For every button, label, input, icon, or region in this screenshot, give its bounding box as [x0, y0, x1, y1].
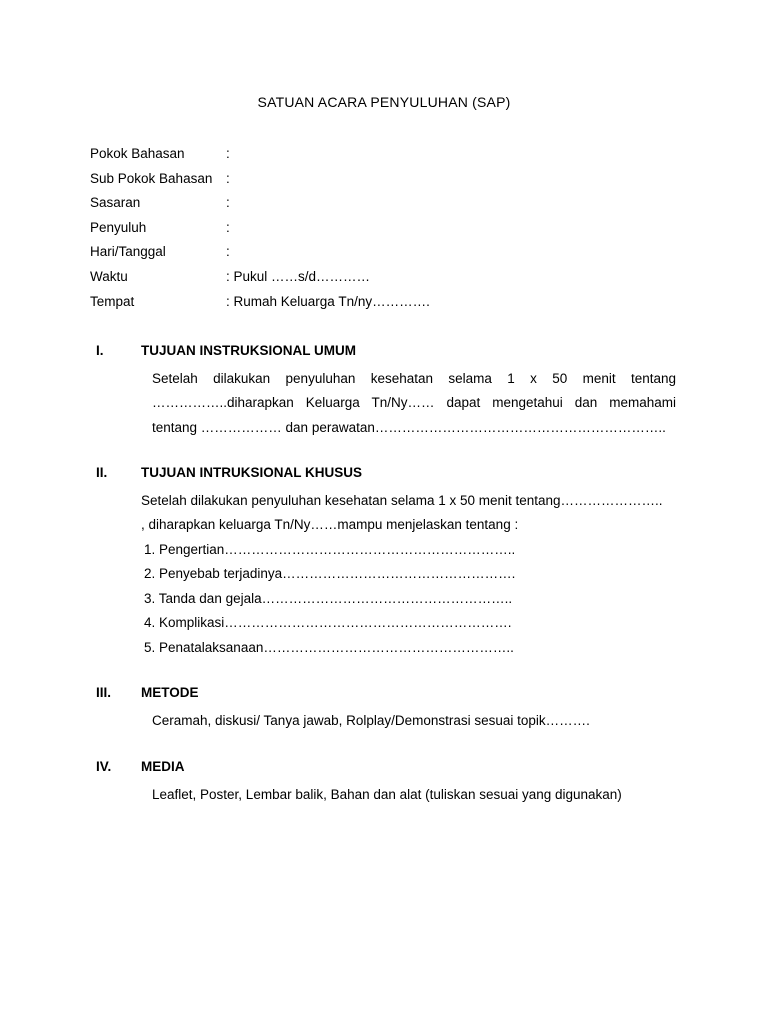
meta-row-waktu: [90, 268, 690, 293]
meta-row-pokok-bahasan: [90, 145, 690, 170]
meta-value: :: [226, 244, 230, 260]
meta-label: Penyuluh: [90, 219, 147, 235]
section-text: Leaflet, Poster, Lembar balik, Bahan dan alat (tuliskan sesuai yang digunakan): [152, 786, 622, 802]
document-title: SATUAN ACARA PENYULUHAN (SAP): [257, 94, 511, 110]
section-heading: [96, 464, 680, 489]
section-title: TUJUAN INSTRUKSIONAL UMUM: [141, 343, 356, 358]
meta-row-sub-pokok-bahasan: [90, 170, 690, 195]
list-item: 2. Penyebab terjadinya…………………………………………….: [144, 566, 516, 581]
section-paragraph: [141, 489, 680, 661]
meta-label: Tempat: [90, 293, 135, 309]
paragraph-line: Setelah dilakukan penyuluhan kesehatan selama 1 x 50 menit tentang: [152, 370, 676, 386]
meta-value: :: [226, 170, 230, 186]
meta-row-sasaran: [90, 194, 690, 219]
meta-label: Waktu: [90, 268, 128, 284]
list-item: 3. Tanda dan gejala………………………………………………..: [144, 590, 513, 606]
section-number: IV.: [96, 759, 112, 774]
section-media: [96, 758, 680, 807]
section-tujuan-umum: [96, 342, 680, 440]
meta-value: :: [226, 195, 230, 211]
meta-label: Pokok Bahasan: [90, 146, 185, 161]
meta-value: : Pukul ……s/d…………: [226, 268, 371, 284]
meta-row-penyuluh: [90, 219, 690, 244]
meta-value: :: [226, 219, 230, 235]
list-item: 5. Penatalaksanaan………………………………………………..: [144, 639, 514, 655]
section-number: I.: [96, 343, 104, 358]
paragraph-line: ……………..diharapkan Keluarga Tn/Ny…… dapat mengetahui dan memahami: [152, 395, 676, 410]
meta-label: Sub Pokok Bahasan: [90, 170, 213, 186]
paragraph-line: tentang ……………… dan perawatan………………………………………………………..: [152, 419, 666, 435]
section-number: II.: [96, 465, 108, 480]
meta-row-hari-tanggal: [90, 243, 690, 268]
meta-value: : Rumah Keluarga Tn/ny………….: [226, 293, 430, 309]
section-number: III.: [96, 685, 112, 700]
section-title: METODE: [141, 685, 199, 700]
section-tujuan-khusus: [96, 464, 680, 660]
section-text: Ceramah, diskusi/ Tanya jawab, Rolplay/Demonstrasi sesuai topik……….: [152, 712, 590, 728]
meta-label: Hari/Tanggal: [90, 244, 166, 260]
meta-value: :: [226, 146, 230, 161]
meta-row-tempat: [90, 293, 690, 318]
list-item: 4. Komplikasi……………………………………………………….: [144, 615, 512, 630]
section-heading: [96, 342, 680, 367]
section-heading: [96, 684, 680, 709]
section-heading: [96, 758, 680, 783]
section-metode: [96, 684, 680, 733]
section-paragraph: [152, 367, 676, 441]
paragraph-line: Setelah dilakukan penyuluhan kesehatan selama 1 x 50 menit tentang…………………..: [141, 492, 663, 508]
paragraph-line: , diharapkan keluarga Tn/Ny……mampu menjelaskan tentang :: [141, 517, 519, 532]
list-item: 1. Pengertian………………………………………………………..: [144, 541, 516, 557]
meta-table: [90, 145, 690, 317]
meta-label: Sasaran: [90, 195, 141, 211]
section-title: MEDIA: [141, 759, 185, 774]
section-title: TUJUAN INTRUKSIONAL KHUSUS: [141, 465, 363, 480]
